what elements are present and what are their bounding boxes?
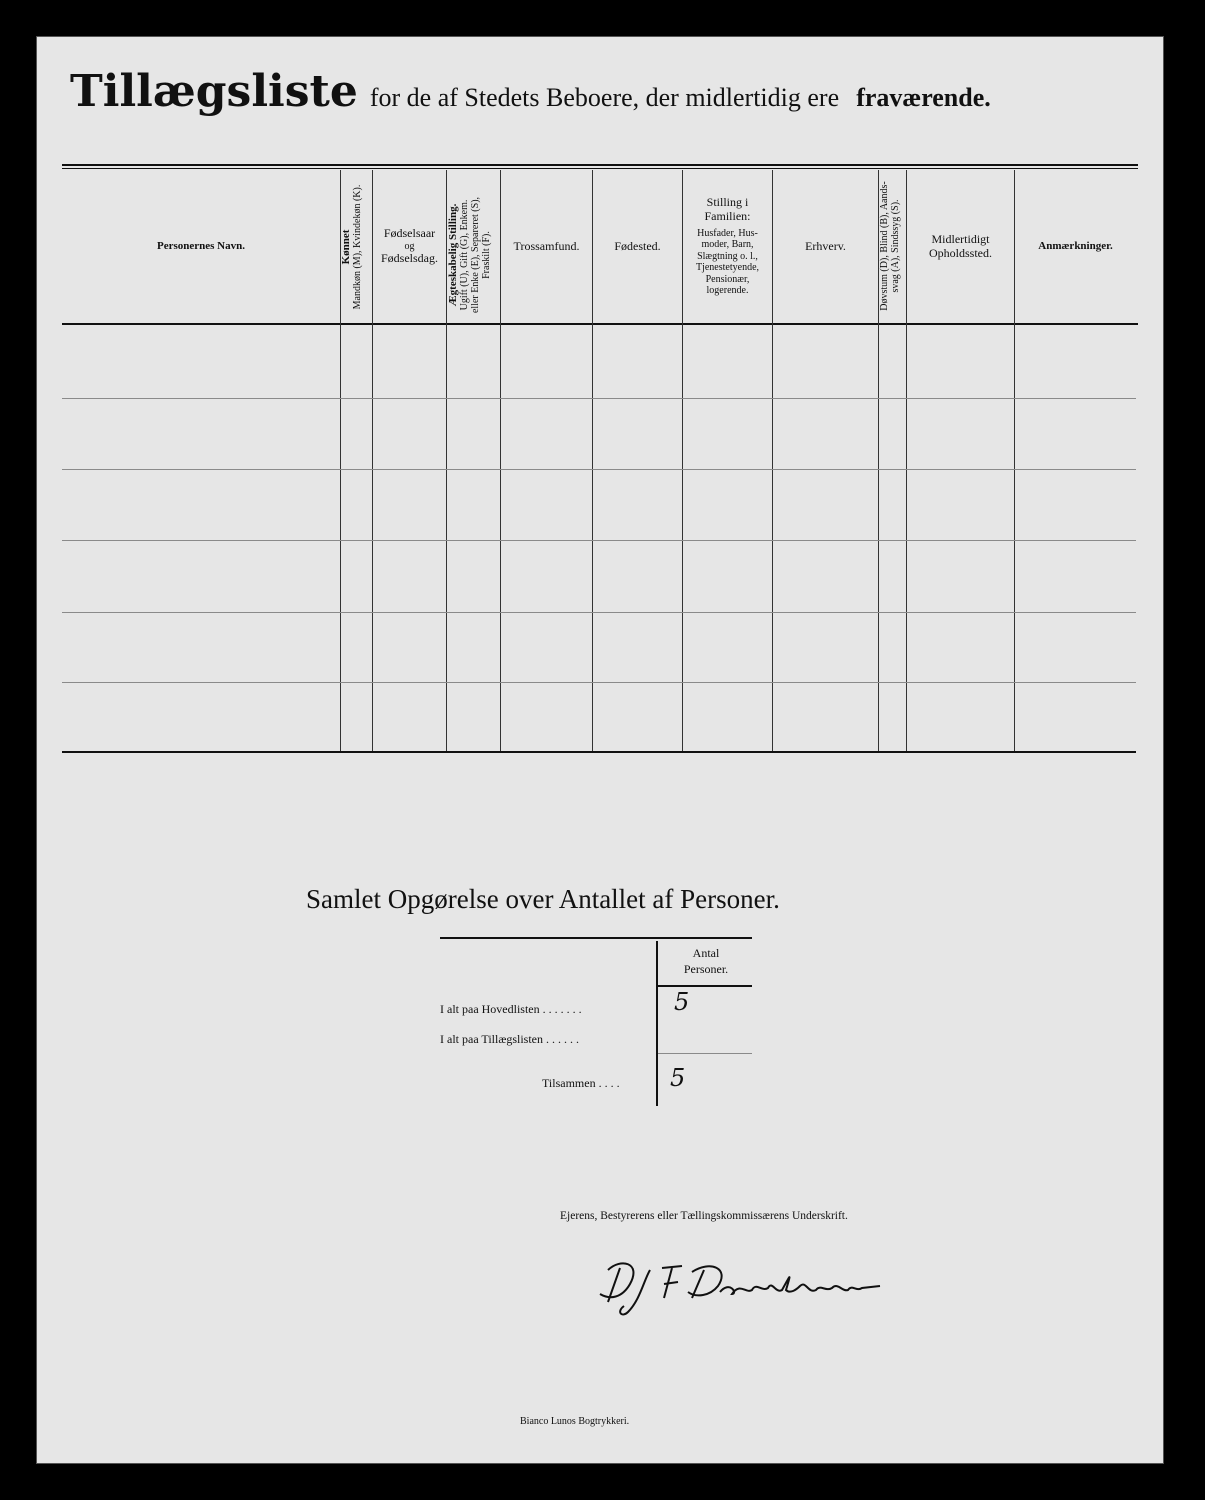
birth-line-3: Fødselsdag. xyxy=(381,251,438,266)
col-header-marital xyxy=(447,180,499,330)
row-divider xyxy=(62,469,1136,470)
title-main: Tillægsliste xyxy=(70,66,358,117)
temp-line-1: Midlertidigt xyxy=(931,231,990,246)
col-header-sex xyxy=(340,172,372,322)
table-top-rule-thin xyxy=(62,168,1138,169)
summary-col-header-2: Personer. xyxy=(683,961,729,976)
signature-caption: Ejerens, Bestyrerens eller Tællingskommissærens Underskrift. xyxy=(560,1210,848,1222)
disability-line-2: svag (A), Sindssyg (S). xyxy=(890,199,901,293)
marital-sub-3: Fraskilt (F). xyxy=(481,231,493,279)
header-bottom-rule xyxy=(62,323,1138,325)
summary-row-label: Tilsammen . . . . xyxy=(542,1076,620,1090)
summary-col-header-1: Antal xyxy=(692,946,720,960)
family-sub-6: logerende. xyxy=(706,285,749,297)
summary-top-rule xyxy=(440,937,752,939)
family-title-1: Stilling i xyxy=(706,195,749,210)
summary-header-rule xyxy=(658,985,752,987)
family-title-2: Familien: xyxy=(704,209,751,223)
family-sub-2: moder, Barn, xyxy=(701,239,754,251)
summary-row-value: 5 xyxy=(670,1064,686,1092)
row-divider xyxy=(62,682,1136,683)
marital-title: Ægteskabelig Stilling. xyxy=(447,203,459,307)
summary-row-value: 5 xyxy=(674,988,690,1016)
handwritten-signature xyxy=(580,1250,900,1330)
summary-total-rule xyxy=(658,1053,752,1054)
col-header-occupation: Erhverv. xyxy=(805,238,846,253)
summary-row-label: I alt paa Hovedlisten . . . . . . . xyxy=(440,1002,582,1016)
col-header-birthplace: Fødested. xyxy=(614,238,661,253)
temp-line-2: Opholdssted. xyxy=(929,245,992,260)
family-sub-3: Slægtning o. l., xyxy=(697,250,758,262)
row-divider xyxy=(62,540,1136,541)
summary-row-label: I alt paa Tillægslisten . . . . . . xyxy=(440,1032,580,1046)
row-divider xyxy=(62,398,1136,399)
sex-title: Kønnet xyxy=(340,229,352,265)
col-header-birth xyxy=(373,170,446,323)
disability-line-1: Døvstum (D), Blind (B), Aands- xyxy=(879,181,890,311)
row-divider xyxy=(62,612,1136,613)
title-rest: for de af Stedets Beboere, der midlertidig ere xyxy=(369,83,840,112)
col-header-family xyxy=(683,170,772,323)
form-title xyxy=(70,66,1130,117)
summary-title: Samlet Opgørelse over Antallet af Personer. xyxy=(306,884,780,914)
marital-sub-2: eller Enke (E), Separeret (S), xyxy=(470,196,482,314)
table-bottom-rule xyxy=(62,751,1136,753)
col-header-temp-residence xyxy=(907,170,1014,323)
summary-divider xyxy=(656,941,658,1106)
family-sub-5: Pensionær, xyxy=(705,273,750,285)
summary-col-header xyxy=(660,946,752,977)
col-header-name: Personernes Navn. xyxy=(157,240,245,253)
birth-line-2: og xyxy=(404,240,415,252)
title-bold-end: fraværende. xyxy=(856,83,991,112)
birth-line-1: Fødselsaar xyxy=(383,225,436,240)
family-sub-4: Tjenestetyende, xyxy=(695,262,760,274)
marital-sub-1: Ugift (U), Gift (G), Enkem. xyxy=(459,199,471,311)
printer-imprint: Bianco Lunos Bogtrykkeri. xyxy=(520,1416,630,1427)
col-header-religion: Trossamfund. xyxy=(513,238,580,253)
sex-subtitle: Mandkøn (M), Kvindekøn (K). xyxy=(352,184,364,310)
col-header-disability xyxy=(879,171,905,321)
table-top-rule xyxy=(62,164,1138,166)
family-sub-1: Husfader, Hus- xyxy=(697,227,758,239)
col-header-remarks: Anmærkninger. xyxy=(1038,240,1113,253)
signature-graphic xyxy=(580,1250,900,1330)
